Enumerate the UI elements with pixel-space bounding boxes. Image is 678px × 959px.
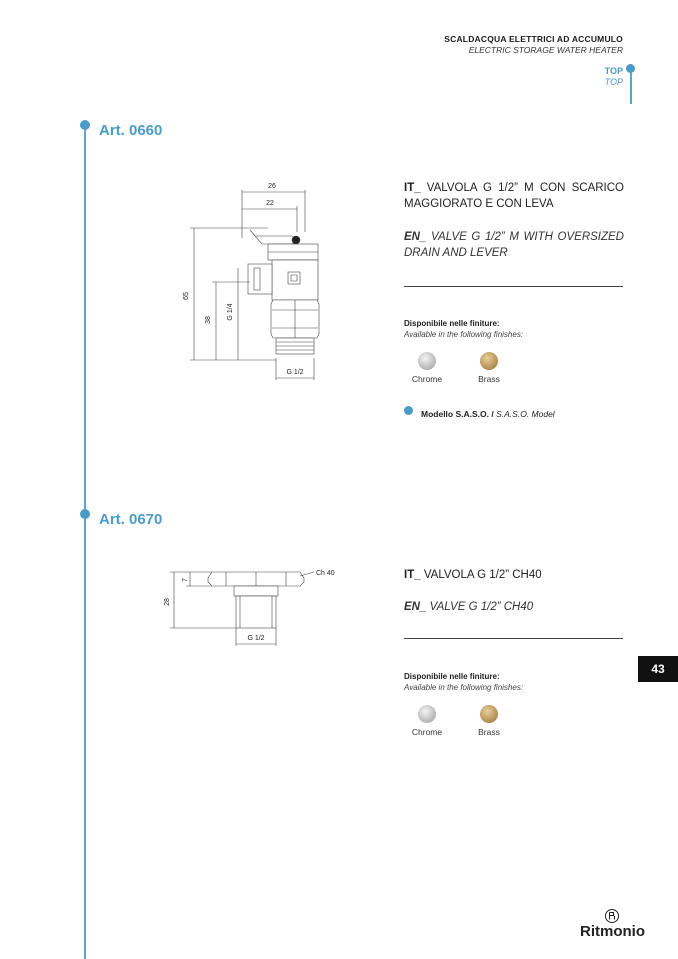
finish-label-brass: Brass — [478, 374, 500, 384]
dim-g12: G 1/2 — [286, 369, 304, 376]
product-1-drawing — [180, 178, 340, 384]
product-2-finishes-title-en: Available in the following finishes: — [404, 683, 524, 692]
product-1-code: Art. 0660 — [99, 122, 163, 139]
product-1-finishes-title-en: Available in the following finishes: — [404, 330, 524, 339]
prefix-it-2: IT_ — [404, 569, 421, 581]
product-2-desc-en — [404, 599, 624, 615]
dim-ch40: Ch 40 — [316, 570, 335, 577]
timeline-line — [84, 122, 86, 959]
prefix-it: IT_ — [404, 182, 421, 194]
desc-text-en-2: VALVE G 1/2” CH40 — [429, 601, 534, 613]
ritmonio-logo-icon — [604, 908, 620, 924]
desc-text-it-2: VALVOLA G 1/2” CH40 — [423, 569, 542, 581]
desc-text-en: VALVE G 1/2” M WITH OVERSIZED DRAIN AND LEVER — [404, 231, 624, 259]
product-2-drawing — [160, 560, 350, 655]
header-title-en: ELECTRIC STORAGE WATER HEATER — [468, 45, 623, 55]
finish-label-chrome: Chrome — [411, 374, 443, 384]
product-2-dot — [80, 509, 90, 519]
product-2-desc-it — [404, 567, 624, 583]
header-title-it: SCALDACQUA ELETTRICI AD ACCUMULO — [444, 34, 623, 44]
dim-g14: G 1/4 — [227, 303, 234, 321]
brass-swatch — [480, 352, 498, 370]
prefix-en-2: EN_ — [404, 601, 427, 613]
dim-22: 22 — [266, 200, 274, 207]
product-1-desc-it — [404, 180, 624, 212]
product-1-desc-en — [404, 229, 624, 261]
brass-swatch-2 — [480, 705, 498, 723]
chrome-swatch-2 — [418, 705, 436, 723]
saso-dot — [404, 406, 413, 415]
dim-38: 38 — [205, 316, 212, 324]
dim-7: 7 — [182, 578, 189, 582]
prefix-en: EN_ — [404, 231, 427, 243]
brand-name: Ritmonio — [580, 923, 645, 940]
dim-65: 65 — [183, 292, 190, 300]
desc-text-it: VALVOLA G 1/2” M CON SCARICO MAGGIORATO E CON LEVA — [404, 182, 624, 210]
section-label-en: TOP — [604, 77, 623, 87]
saso-note-bold: Modello S.A.S.O. / — [421, 409, 494, 419]
dim-28: 28 — [164, 598, 171, 606]
product-2-code: Art. 0670 — [99, 511, 163, 528]
chrome-swatch — [418, 352, 436, 370]
product-1-dot — [80, 120, 90, 130]
product-2-separator — [404, 638, 623, 639]
dim-26: 26 — [268, 183, 276, 190]
dim-g12-b: G 1/2 — [247, 635, 265, 642]
product-1-separator — [404, 286, 623, 287]
finish-label-brass-2: Brass — [478, 727, 500, 737]
saso-note — [421, 409, 555, 419]
product-2-finishes-title-it: Disponibile nelle finiture: — [404, 672, 500, 681]
product-1-finishes-title-it: Disponibile nelle finiture: — [404, 319, 500, 328]
header-accent-dot — [626, 64, 635, 73]
page-number: 43 — [638, 656, 678, 682]
finish-label-chrome-2: Chrome — [411, 727, 443, 737]
saso-note-italic: S.A.S.O. Model — [496, 409, 555, 419]
section-label-it: TOP — [604, 66, 623, 76]
